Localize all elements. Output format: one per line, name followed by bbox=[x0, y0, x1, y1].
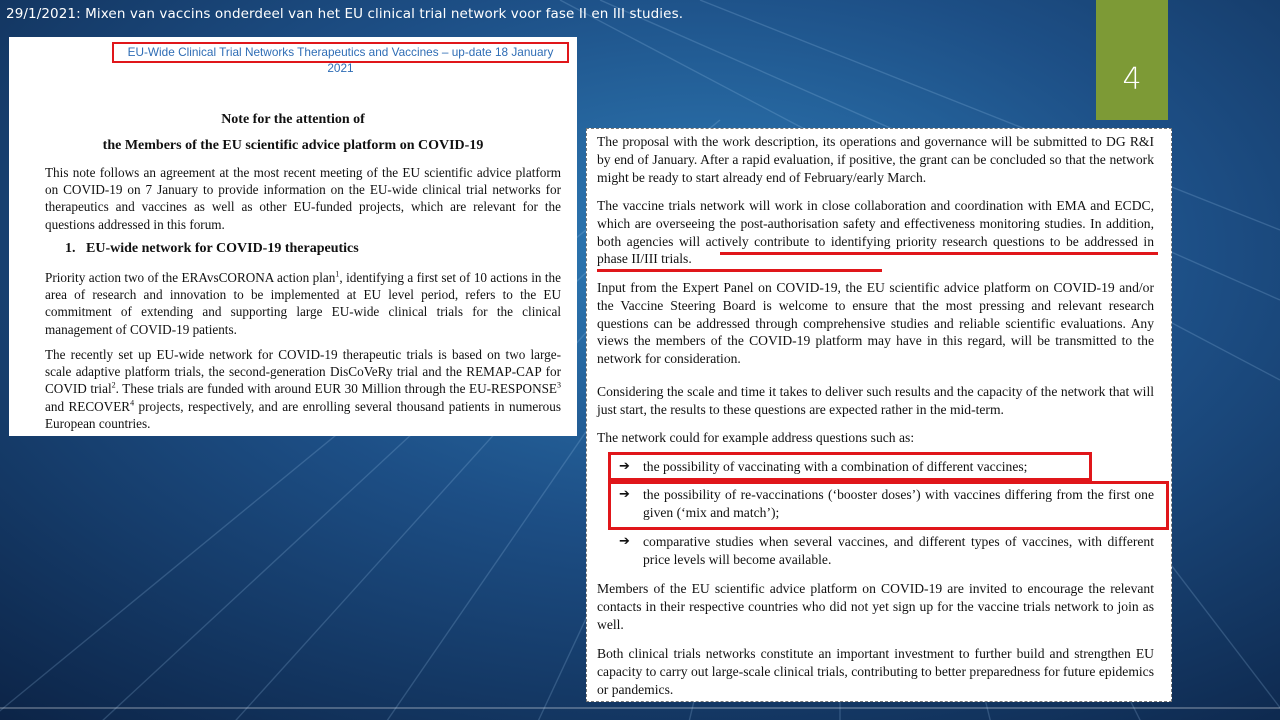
note-title-line1: Note for the attention of bbox=[221, 112, 365, 127]
arrow-icon: ➔ bbox=[619, 487, 630, 502]
paragraph-network-questions: The network could for example address questions such as: bbox=[597, 430, 915, 445]
bullet-combination: ➔ the possibility of vaccinating with a combination of different vaccines; bbox=[619, 459, 1028, 474]
paragraph-members-invited: Members of the EU scientific advice platform on COVID-19 are invited to encourage the relevant contacts in their respective countries who did not yet sign up for the vaccine trials network to join as well. bbox=[597, 581, 1154, 632]
note-title-line2: the Members of the EU scientific advice platform on COVID-19 bbox=[102, 138, 484, 153]
bullet-booster: ➔ the possibility of re-vaccinations (‘booster doses’) with vaccines differing from the first one given (‘mix and match’); bbox=[619, 487, 1154, 520]
document-header-tag: EU-Wide Clinical Trial Networks Therapeutics and Vaccines – up-date 18 January 2021 bbox=[112, 42, 569, 63]
intro-paragraph: This note follows an agreement at the most recent meeting of the EU scientific advice platform on COVID-19 on 7 January to provide information on the EU-wide clinical trial networks for therapeutics and vaccines as well as other EU-funded projects, which are relevant for the questions addressed in this forum. bbox=[45, 165, 561, 232]
slide-title: 29/1/2021: Mixen van vaccins onderdeel van het EU clinical trial network voor fase II en III studies. bbox=[6, 6, 684, 22]
paragraph-investment: Both clinical trials networks constitute an important investment to further build and strengthen EU capacity to carry out large-scale clinical trials, contributing to better preparedness for future epidemics or pandemics. bbox=[597, 646, 1154, 697]
page-number-box bbox=[1096, 0, 1168, 120]
arrow-icon: ➔ bbox=[619, 459, 630, 474]
paragraph-priority-action: Priority action two of the ERAvsCORONA action plan$^1$, identifying a first set of 10 actions in the area of research and innovation to be implemented at EU level period, refers to the EU commitment of extending and supporting large EU-wide clinical trials for the clinical management of COVID-19 patients. bbox=[45, 269, 561, 337]
section-heading: 1. EU-wide network for COVID-19 therapeutics bbox=[65, 241, 359, 256]
paragraph-expert-panel: Input from the Expert Panel on COVID-19, the EU scientific advice platform on COVID-19 and/or the Vaccine Steering Board is welcome to ensure that the most pressing and relevant research questions can be addressed through comprehensive studies and reliable scientific evaluations. Any views the members of the COVID-19 platform may have in this regard, will be transmitted to the network for consideration. bbox=[597, 280, 1154, 367]
paragraph-considering-scale: Considering the scale and time it takes to deliver such results and the capacity of the network that will just start, the results to these questions are expected rather in the mid-term. bbox=[597, 384, 1154, 417]
paragraph-proposal: The proposal with the work description, its operations and governance will be submitted to DG R&I by end of January. After a rapid evaluation, if positive, the grant can be concluded so that the network might be ready to start already end of February/early March. bbox=[597, 134, 1154, 185]
highlight-box-booster bbox=[608, 481, 1169, 530]
paragraph-therapeutic-network: The recently set up EU-wide network for COVID-19 therapeutic trials is based on two large-scale adaptive platform trials, the second-generation DisCoVeRy trial and the REMAP-CAP for COVID trial$^2$. These trials are funded with around EUR 30 Million through the EU-RESPONSE$^3$ and RECOVER$^4$ projects, respectively, and are enrolling several thousand patients in numerous European countries. bbox=[45, 347, 561, 431]
document-excerpt-right bbox=[586, 128, 1172, 702]
arrow-icon: ➔ bbox=[619, 534, 630, 549]
paragraph-ema-ecdc: The vaccine trials network will work in close collaboration and coordination with EMA and ECDC, which are overseeing the post-authorisation safety and effectiveness monitoring studies. In addition, both agencies will actively contribute to identifying priority research questions to be addressed in phase II/III trials. bbox=[597, 198, 1154, 267]
highlight-box-combination bbox=[608, 452, 1092, 481]
document-excerpt-left bbox=[9, 37, 577, 436]
highlight-underline-1 bbox=[720, 252, 1158, 255]
highlight-underline-2 bbox=[597, 269, 882, 272]
bullet-comparative: ➔ comparative studies when several vaccines, and different types of vaccines, with different price levels will become available. bbox=[619, 534, 1154, 567]
page-number: 4 bbox=[1122, 62, 1142, 97]
